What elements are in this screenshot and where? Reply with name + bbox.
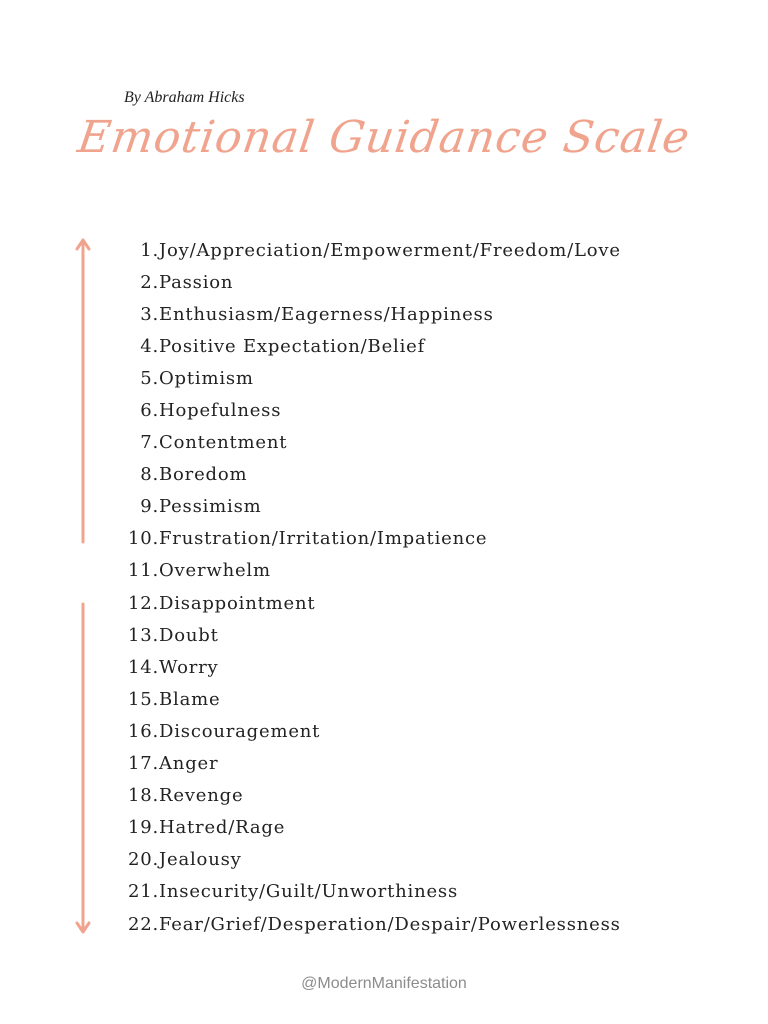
list-item-label: Passion xyxy=(159,271,234,293)
list-item-label: Anger xyxy=(159,753,219,775)
list-item-label: Insecurity/Guilt/Unworthiness xyxy=(159,881,458,903)
list-item-label: Fear/Grief/Desperation/Despair/Powerlessness xyxy=(159,913,621,935)
list-item-number: 18. xyxy=(127,785,159,807)
list-item-number: 4. xyxy=(140,335,159,357)
list-item-label: Frustration/Irritation/Impatience xyxy=(159,528,488,550)
list-item xyxy=(118,427,621,459)
list-item xyxy=(118,491,621,523)
list-item-number: 8. xyxy=(140,464,159,486)
list-item-label: Enthusiasm/Eagerness/Happiness xyxy=(159,303,494,325)
list-item-number: 2. xyxy=(140,271,159,293)
list-item xyxy=(118,587,621,619)
list-item-label: Doubt xyxy=(159,624,219,646)
list-item-label: Revenge xyxy=(159,785,244,807)
list-item-number: 20. xyxy=(127,849,159,871)
footer-handle: @ModernManifestation xyxy=(301,975,467,992)
list-item-number: 17. xyxy=(127,753,159,775)
list-item xyxy=(118,523,621,555)
list-item-label: Joy/Appreciation/Empowerment/Freedom/Love xyxy=(159,239,621,261)
list-item-number: 16. xyxy=(127,720,159,742)
list-item xyxy=(118,748,621,780)
list-item-label: Pessimism xyxy=(159,496,262,518)
list-item-label: Worry xyxy=(159,656,219,678)
list-item-number: 3. xyxy=(140,303,159,325)
list-item xyxy=(118,908,621,940)
list-item-label: Boredom xyxy=(159,464,248,486)
emotion-scale-list xyxy=(118,234,621,940)
list-item-number: 21. xyxy=(127,881,159,903)
list-item xyxy=(118,266,621,298)
list-item xyxy=(118,362,621,394)
list-item-number: 14. xyxy=(127,656,159,678)
list-item xyxy=(118,619,621,651)
list-item-number: 13. xyxy=(127,624,159,646)
byline: By Abraham Hicks xyxy=(124,89,245,106)
list-item xyxy=(118,780,621,812)
list-item xyxy=(118,298,621,330)
list-item xyxy=(118,394,621,426)
list-item-label: Positive Expectation/Belief xyxy=(159,335,426,357)
list-item xyxy=(118,330,621,362)
list-item-number: 22. xyxy=(127,913,159,935)
list-item-label: Overwhelm xyxy=(159,560,271,582)
list-item-number: 12. xyxy=(127,592,159,614)
list-item-number: 15. xyxy=(127,688,159,710)
list-item-label: Jealousy xyxy=(159,849,242,871)
list-item-label: Blame xyxy=(159,688,221,710)
list-item xyxy=(118,844,621,876)
list-item xyxy=(118,876,621,908)
list-item-label: Hopefulness xyxy=(159,400,282,422)
list-item-number: 1. xyxy=(140,239,159,261)
list-item xyxy=(118,555,621,587)
arrow-up-icon xyxy=(73,236,93,544)
arrow-down-icon xyxy=(73,602,93,936)
list-item xyxy=(118,715,621,747)
list-item-number: 11. xyxy=(127,560,159,582)
list-item-number: 7. xyxy=(140,432,159,454)
list-item-label: Contentment xyxy=(159,432,288,454)
list-item-number: 10. xyxy=(127,528,159,550)
list-item-number: 6. xyxy=(140,400,159,422)
list-item-label: Hatred/Rage xyxy=(159,817,286,839)
list-item-label: Discouragement xyxy=(159,720,321,742)
list-item xyxy=(118,683,621,715)
list-item-number: 9. xyxy=(140,496,159,518)
list-item-label: Optimism xyxy=(159,367,254,389)
list-item xyxy=(118,234,621,266)
list-item-label: Disappointment xyxy=(159,592,316,614)
page-title: Emotional Guidance Scale xyxy=(74,112,694,163)
list-item xyxy=(118,812,621,844)
list-item-number: 5. xyxy=(140,367,159,389)
list-item-number: 19. xyxy=(127,817,159,839)
list-item xyxy=(118,459,621,491)
list-item xyxy=(118,651,621,683)
